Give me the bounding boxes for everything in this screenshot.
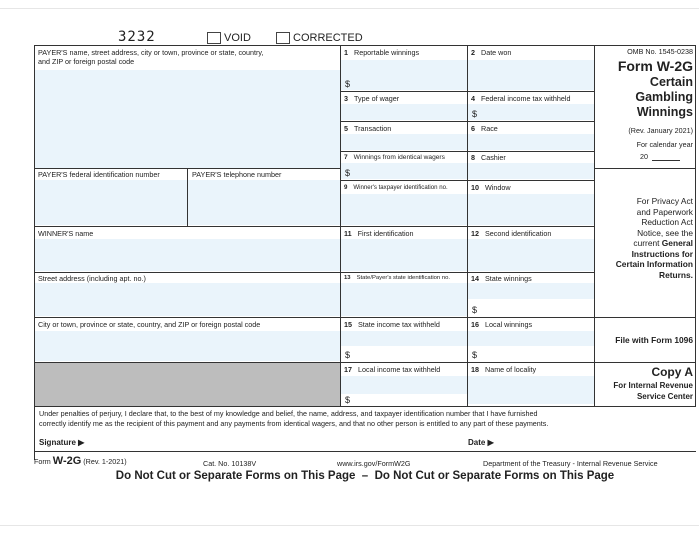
box8-fill[interactable] (468, 163, 594, 179)
line-penalties-bottom (34, 451, 696, 452)
box-7-label (344, 153, 445, 162)
line-payer-end (34, 168, 340, 169)
footer-form-word: Form (34, 457, 51, 466)
box-8-num: 8 (471, 153, 475, 162)
box-4-text: Federal income tax withheld (481, 94, 571, 103)
penalties-statement (39, 409, 694, 429)
box16-fill[interactable] (468, 331, 594, 346)
privacy-line-8: Returns. (659, 269, 693, 280)
privacy-line-6: Instructions for (631, 248, 693, 259)
title-line-1: Certain (649, 75, 693, 89)
box-15-text: State income tax withheld (358, 320, 440, 329)
box10-fill[interactable] (468, 194, 594, 225)
corrected-label: CORRECTED (293, 32, 363, 44)
line-winner-end (34, 272, 340, 273)
box7-fill[interactable] (341, 163, 467, 179)
box15-fill[interactable] (341, 331, 467, 346)
box-1-num: 1 (344, 48, 348, 57)
box-2-text: Date won (481, 48, 512, 57)
box-13-label (344, 274, 450, 283)
footer-department: Department of the Treasury - Internal Revenue Service (483, 459, 658, 468)
box-7-dollar: $ (345, 168, 351, 178)
box11-fill[interactable] (341, 239, 467, 271)
privacy-line-4: Notice, see the (637, 227, 693, 238)
box-6-label (471, 124, 498, 133)
line-street-end (34, 317, 340, 318)
box12-fill[interactable] (468, 239, 594, 271)
payer-name-label-2: and ZIP or foreign postal code (38, 57, 135, 66)
box-4-num: 4 (471, 94, 475, 103)
box3-fill[interactable] (341, 104, 467, 120)
box-5-text: Transaction (354, 124, 392, 133)
box-16-label (471, 320, 532, 329)
form-subtitle (598, 75, 693, 120)
footer-rev: (Rev. 1-2021) (83, 457, 127, 466)
payer-phone-fill[interactable] (188, 180, 340, 225)
footer-cat-no: Cat. No. 10138V (203, 459, 257, 468)
box-17-num: 17 (344, 365, 352, 374)
footer-form-name: W-2G (52, 455, 82, 467)
line-r4 (340, 180, 594, 181)
box-14-label (471, 274, 532, 283)
box-10-label (471, 183, 511, 192)
box-3-num: 3 (344, 94, 348, 103)
city-fill[interactable] (35, 331, 340, 361)
privacy-line-3: Reduction Act (641, 217, 693, 227)
privacy-notice (598, 196, 693, 280)
box-11-num: 11 (344, 229, 352, 238)
calendar-year-label: For calendar year (636, 140, 693, 149)
payer-fed-id-fill[interactable] (35, 180, 187, 225)
copy-sub-2: Service Center (636, 392, 693, 401)
box18-fill[interactable] (468, 376, 594, 404)
box-16-dollar: $ (472, 350, 478, 360)
box-14-text: State winnings (485, 274, 532, 283)
revision: (Rev. January 2021) (628, 126, 693, 135)
box5-fill[interactable] (341, 134, 467, 150)
box-16-num: 16 (471, 320, 479, 329)
do-not-cut-warning: Do Not Cut or Separate Forms on This Page – Do Not Cut or Separate Forms on This Page (115, 470, 615, 482)
copy-a-subtitle (598, 380, 693, 402)
box-16-text: Local winnings (485, 320, 533, 329)
box-2-label (471, 48, 511, 57)
box-8-label (471, 153, 506, 162)
box-15-num: 15 (344, 320, 352, 329)
line-grid-bottom (34, 406, 696, 407)
box-10-num: 10 (471, 183, 479, 192)
penalties-line-1: Under penalties of perjury, I declare that, to the best of my knowledge and belief, the name, address, and taxpayer identification number that I have furnished (39, 409, 538, 418)
shaded-area (35, 363, 341, 406)
payer-name-label: PAYER'S name, street address, city or town, province or state, country, (38, 48, 264, 57)
file-with-1096: File with Form 1096 (615, 335, 693, 345)
box-11-text: First identification (357, 229, 414, 238)
box-10-text: Window (485, 183, 511, 192)
box-1-dollar: $ (345, 79, 351, 89)
box14-fill[interactable] (468, 283, 594, 299)
signature-field[interactable] (100, 446, 460, 447)
box-1-text: Reportable winnings (354, 48, 420, 57)
void-box[interactable] (207, 32, 221, 44)
line-r3 (340, 151, 594, 152)
box-7-text: Winnings from identical wagers (353, 154, 445, 161)
privacy-current: current (633, 238, 662, 248)
line-fedid-end (34, 226, 340, 227)
box-17-label (344, 365, 440, 374)
box-14-dollar: $ (472, 305, 478, 315)
box-7-num: 7 (344, 154, 348, 161)
title-line-3: Winnings (636, 105, 693, 119)
date-label: Date ▶ (468, 438, 494, 447)
void-checkbox[interactable] (207, 32, 251, 44)
box-17-dollar: $ (345, 395, 351, 405)
line-city-end (34, 362, 340, 363)
payer-phone-label: PAYER'S telephone number (192, 170, 282, 179)
box-15-label (344, 320, 440, 329)
box1-fill[interactable] (341, 60, 467, 90)
box6-fill[interactable] (468, 134, 594, 150)
line-r2 (340, 121, 594, 122)
box-18-label (471, 365, 536, 374)
date-field[interactable] (502, 446, 692, 447)
street-label: Street address (including apt. no.) (38, 274, 146, 283)
box-3-label (344, 94, 399, 103)
box-18-num: 18 (471, 365, 479, 374)
privacy-general: General (661, 238, 693, 248)
footer-form-id (34, 455, 127, 467)
box-4-dollar: $ (472, 109, 478, 119)
form-left-border (34, 45, 35, 460)
line-r7 (340, 317, 594, 318)
box-13-num: 13 (344, 275, 351, 281)
winner-name-label: WINNER'S name (38, 229, 94, 238)
box13-fill[interactable] (341, 283, 467, 316)
city-label: City or town, province or state, country, and ZIP or foreign postal code (38, 320, 261, 329)
year-prefix: 20 (640, 152, 648, 161)
copy-a: Copy A (651, 365, 693, 379)
box-9-num: 9 (344, 184, 348, 191)
box-15-dollar: $ (345, 350, 351, 360)
penalties-line-2: correctly identify me as the recipient of this payment and any payments from identical wagers, and that no other person is entitled to any part of these payments. (39, 419, 549, 428)
box-4-label (471, 94, 571, 103)
box-18-text: Name of locality (485, 365, 537, 374)
box-8-text: Cashier (481, 153, 506, 162)
box-12-text: Second identification (485, 229, 552, 238)
box-9-text: Winner's taxpayer identification no. (353, 184, 448, 191)
box-6-num: 6 (471, 124, 475, 133)
box-2-num: 2 (471, 48, 475, 57)
top-divider (0, 8, 699, 9)
corrected-checkbox[interactable] (276, 32, 363, 44)
corrected-box[interactable] (276, 32, 290, 44)
line-r5 (340, 226, 594, 227)
winner-name-fill[interactable] (35, 239, 340, 271)
payer-id-divider (187, 168, 188, 226)
footer-url: www.irs.gov/FormW2G (337, 459, 411, 468)
box-3-text: Type of wager (354, 94, 400, 103)
form-code: 3232 (118, 29, 156, 45)
line-side-3 (594, 362, 696, 363)
year-field[interactable] (652, 160, 680, 161)
copy-sub-1: For Internal Revenue (613, 381, 693, 390)
payer-name-fill[interactable] (35, 70, 340, 168)
form-top-border (34, 45, 696, 46)
line-r6 (340, 272, 594, 273)
box-5-label (344, 124, 391, 133)
privacy-line-1: For Privacy Act (636, 196, 693, 206)
box-6-text: Race (481, 124, 498, 133)
privacy-line-7: Certain Information (615, 259, 693, 269)
box-14-num: 14 (471, 274, 479, 283)
box-17-text: Local income tax withheld (358, 365, 441, 374)
box-11-label (344, 229, 414, 238)
box17-fill[interactable] (341, 376, 467, 394)
void-label: VOID (224, 32, 251, 44)
line-r1 (340, 91, 594, 92)
privacy-line-5 (598, 238, 693, 249)
box-5-num: 5 (344, 124, 348, 133)
box-12-label (471, 229, 551, 238)
privacy-line-2: and Paperwork (636, 206, 693, 217)
box2-fill[interactable] (468, 60, 594, 90)
box9-fill[interactable] (341, 194, 467, 225)
box4-fill[interactable] (468, 104, 594, 120)
signature-label: Signature ▶ (39, 438, 85, 447)
box-9-label (344, 183, 448, 192)
line-side-2 (594, 317, 696, 318)
street-fill[interactable] (35, 283, 340, 316)
line-r8 (340, 362, 594, 363)
title-line-2: Gambling (635, 90, 693, 104)
box-12-num: 12 (471, 229, 479, 238)
omb-number: OMB No. 1545-0238 (627, 47, 693, 56)
box-13-text: State/Payer's state identification no. (356, 275, 451, 281)
col-divider-3 (594, 45, 595, 407)
line-side-1 (594, 168, 696, 169)
bottom-divider (0, 525, 699, 526)
form-right-border (695, 45, 696, 407)
form-title: Form W-2G (617, 58, 693, 74)
payer-fed-id-label: PAYER'S federal identification number (38, 170, 160, 179)
box-1-label (344, 48, 419, 57)
